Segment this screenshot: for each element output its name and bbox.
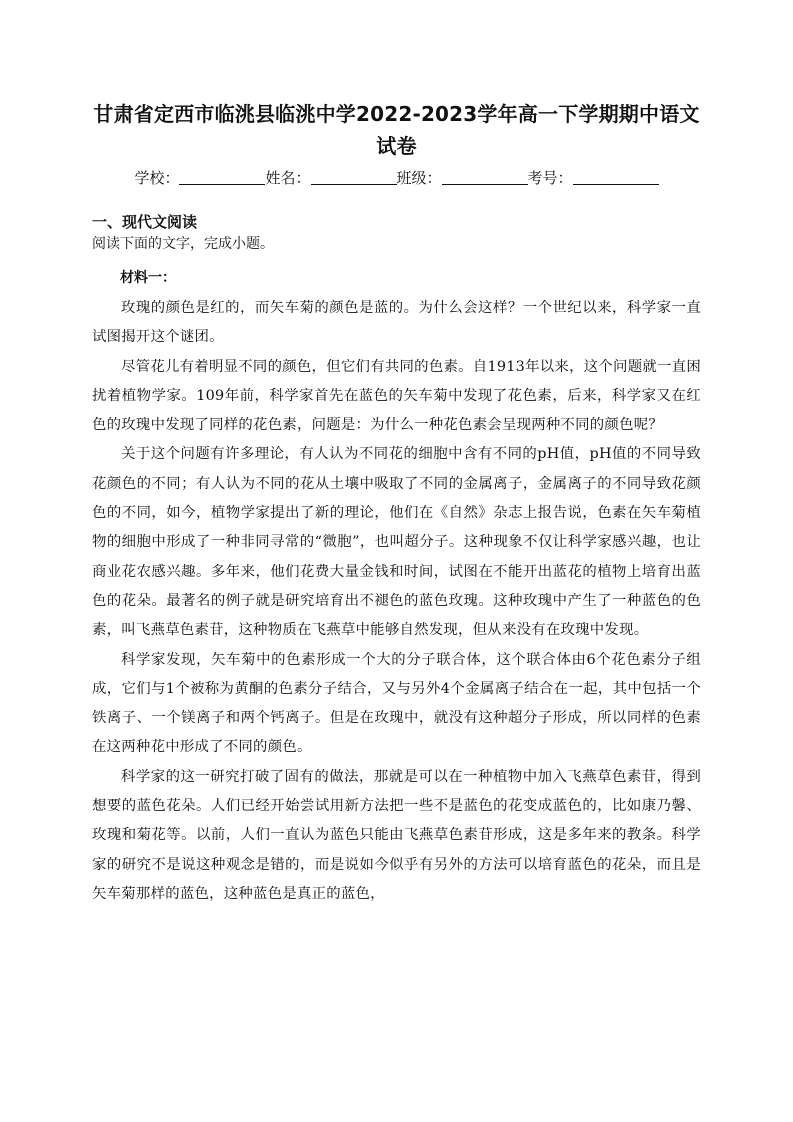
school-label: 学校：	[134, 169, 180, 187]
passage-paragraph: 玫瑰的颜色是红的，而矢车菊的颜色是蓝的。为什么会这样？一个世纪以来，科学家一直试图揭开这个谜团。	[92, 300, 701, 346]
instruction-text: 阅读下面的文字，完成小题。	[92, 236, 274, 252]
passage-paragraph: 科学家发现，矢车菊中的色素形成一个大的分子联合体，这个联合体由6个花色素分子组成，它们与1个被称为黄酮的色素分子结合，又与另外4个金属离子结合在一起，其中包括一个铁离子、一个镁离子和两个钙离子。但是在玫瑰中，就没有这种超分子形成，所以同样的色素在这两种花中形成了不同的颜色。	[92, 651, 701, 756]
passage-paragraph: 科学家的这一研究打破了固有的做法，那就是可以在一种植物中加入飞燕草色素苷，得到想要的蓝色花朵。人们已经开始尝试用新方法把一些不是蓝色的花变成蓝色的，比如康乃馨、玫瑰和菊花等。以前，人们一直认为蓝色只能由飞燕草色素苷形成，这是多年来的教条。科学家的研究不是说这种观念是错的，而是说如今似乎有另外的方法可以培育蓝色的花朵，而且是矢车菊那样的蓝色，这种蓝色是真正的蓝色，	[92, 768, 701, 902]
passage-paragraph: 尽管花儿有着明显不同的颜色，但它们有共同的色素。自1913年以来，这个问题就一直困扰着植物学家。109年前，科学家首先在蓝色的矢车菊中发现了花色素，后来，科学家又在红色的玫瑰中发现了同样的花色素，问题是：为什么一种花色素会呈现两种不同的颜色呢？	[92, 358, 701, 434]
class-blank[interactable]	[442, 169, 528, 185]
section-heading: 一、现代文阅读	[92, 213, 198, 231]
name-label: 姓名：	[265, 169, 311, 187]
student-info-fields	[92, 166, 701, 190]
school-blank[interactable]	[179, 169, 265, 185]
number-blank[interactable]	[573, 169, 659, 185]
material-label: 材料一：	[120, 270, 176, 286]
number-label: 考号：	[527, 169, 573, 187]
class-label: 班级：	[396, 169, 442, 187]
name-blank[interactable]	[311, 169, 397, 185]
exam-title: 甘肃省定西市临洮县临洮中学2022-2023学年高一下学期期中语文试卷	[93, 102, 700, 158]
passage-paragraph: 关于这个问题有许多理论，有人认为不同花的细胞中含有不同的pH值，pH值的不同导致花颜色的不同；有人认为不同的花从土壤中吸取了不同的金属离子，金属离子的不同导致花颜色的不同，如今，植物学家提出了新的理论，他们在《自然》杂志上报告说，色素在矢车菊植物的细胞中形成了一种非同寻常的“微胞”，也叫超分子。这种现象不仅让科学家感兴趣，也让商业花农感兴趣。多年来，他们花费大量金钱和时间，试图在不能开出蓝花的植物上培育出蓝色的花朵。最著名的例子就是研究培育出不褪色的蓝色玫瑰。这种玫瑰中产生了一种蓝色的色素，叫飞燕草色素苷，这种物质在飞燕草中能够自然发现，但从来没有在玫瑰中发现。	[92, 446, 701, 639]
